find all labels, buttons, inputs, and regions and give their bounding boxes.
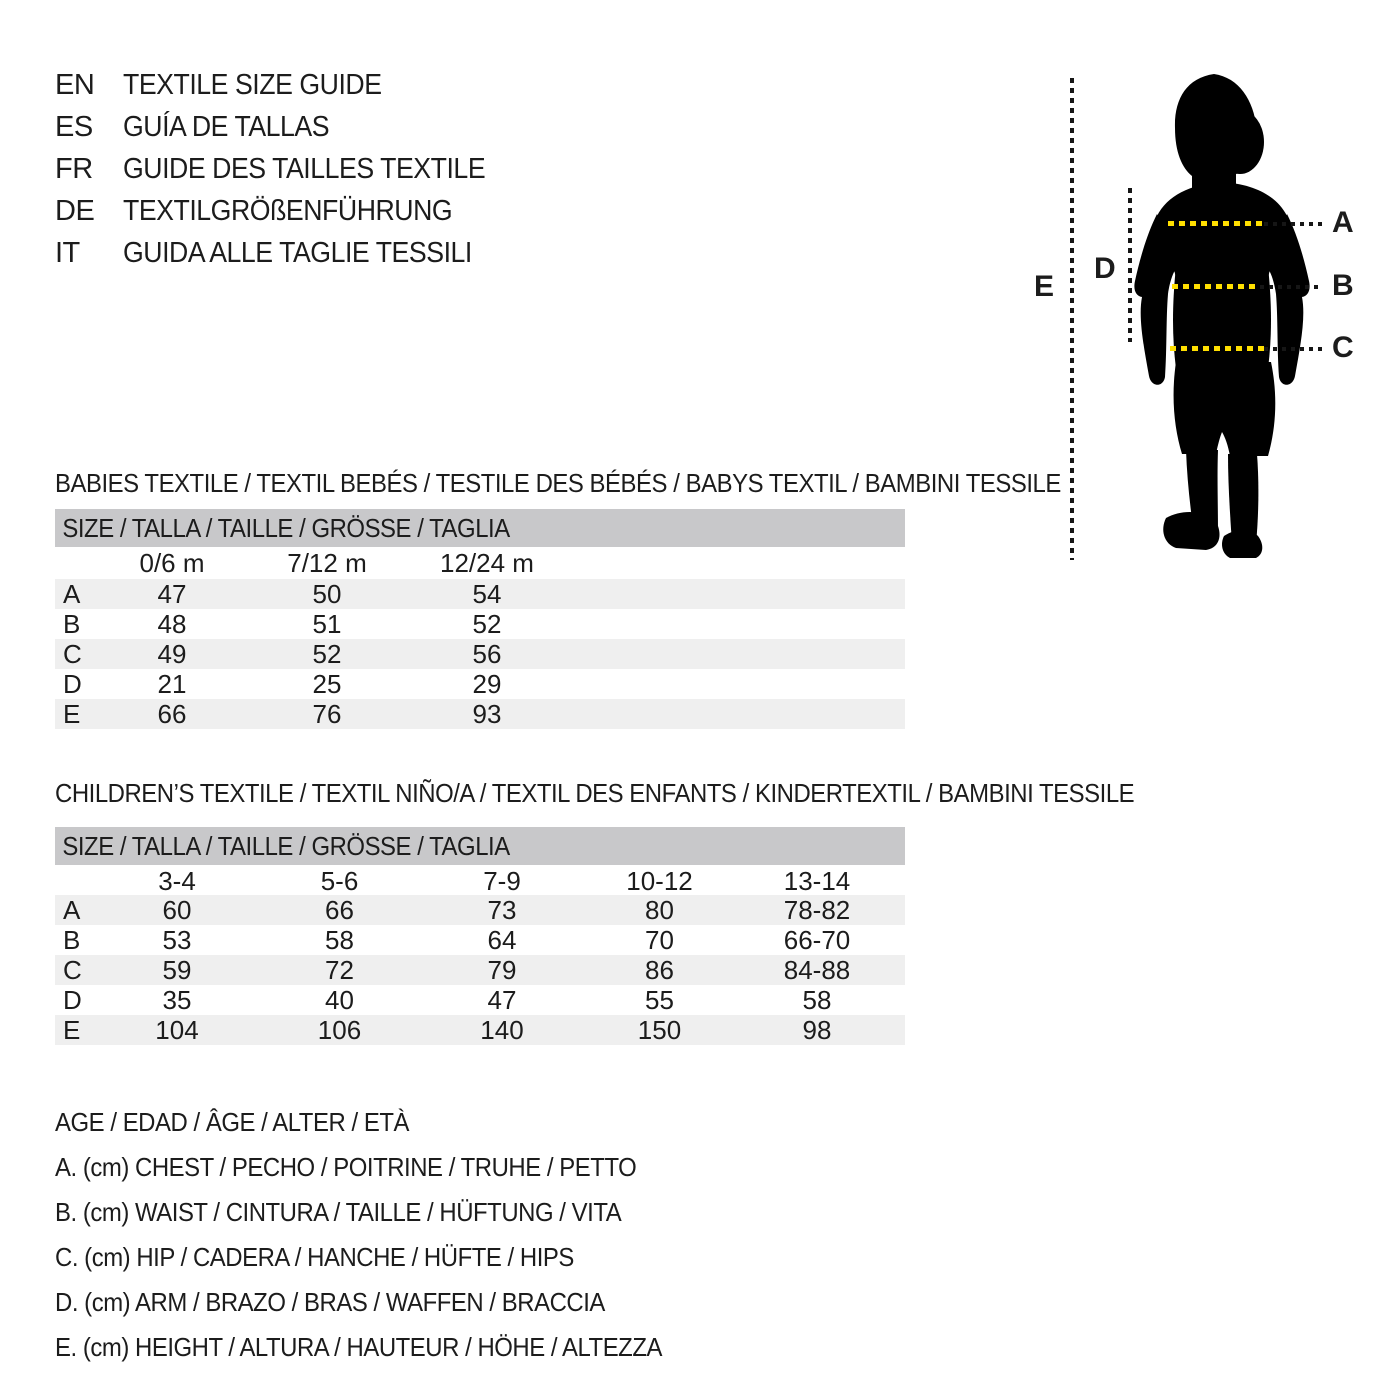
cell: 48 — [157, 609, 187, 639]
lang-code: IT — [55, 236, 80, 269]
children-size-header-text: SIZE / TALLA / TAILLE / GRÖSSE / TAGLIA — [62, 830, 510, 861]
legend-height-line — [55, 1325, 715, 1370]
language-title-list — [55, 64, 517, 274]
measure-label-d: D — [1094, 252, 1116, 285]
cell: 52 — [472, 609, 502, 639]
row-label: E — [63, 1015, 81, 1045]
cell: 29 — [472, 669, 502, 699]
children-size-header-bar — [55, 827, 905, 865]
lang-code: FR — [55, 152, 93, 185]
row-label: B — [63, 609, 81, 639]
cell: 55 — [645, 985, 674, 1015]
cell: 51 — [312, 609, 342, 639]
children-row-c — [55, 955, 905, 985]
lang-title: TEXTILGRÖßENFÜHRUNG — [123, 194, 453, 227]
cell: 64 — [487, 925, 517, 955]
lang-row-de — [55, 190, 517, 232]
cell: 73 — [487, 895, 517, 925]
children-row-b — [55, 925, 905, 955]
babies-section-title — [55, 468, 1148, 498]
cell: 60 — [162, 895, 192, 925]
lang-code: DE — [55, 194, 95, 227]
cell: 150 — [637, 1015, 682, 1045]
measurement-legend — [55, 1100, 715, 1370]
cell: 58 — [325, 925, 354, 955]
legend-waist-text: B. (cm) WAIST / CINTURA / TAILLE / HÜFTUNG / VITA — [55, 1197, 622, 1227]
babies-row-e — [55, 699, 905, 729]
lang-row-it — [55, 232, 517, 274]
child-silhouette-figure — [1130, 66, 1315, 564]
cell: 106 — [317, 1015, 362, 1045]
children-col-13-14: 13-14 — [783, 865, 851, 896]
legend-arm-line — [55, 1280, 715, 1325]
cell: 47 — [157, 579, 187, 609]
children-col-5-6: 5-6 — [320, 865, 359, 896]
row-label: A — [63, 895, 81, 925]
babies-row-b — [55, 609, 905, 639]
children-col-10-12: 10-12 — [626, 865, 693, 896]
cell: 66-70 — [783, 925, 851, 955]
lang-title: GUIDA ALLE TAGLIE TESSILI — [123, 236, 472, 269]
legend-hip-text: C. (cm) HIP / CADERA / HANCHE / HÜFTE / HIPS — [55, 1242, 574, 1272]
measure-label-a: A — [1332, 206, 1354, 239]
babies-row-d — [55, 669, 905, 699]
row-label: D — [63, 669, 82, 699]
cell: 50 — [312, 579, 342, 609]
hip-line-yellow-dash — [1170, 346, 1264, 351]
lang-row-es — [55, 106, 517, 148]
cell: 66 — [157, 699, 187, 729]
cell: 52 — [312, 639, 342, 669]
legend-chest-line — [55, 1145, 715, 1190]
cell: 86 — [645, 955, 674, 985]
legend-age-line — [55, 1100, 715, 1145]
chest-line-leader-dots — [1264, 222, 1322, 226]
children-row-e — [55, 1015, 905, 1045]
cell: 84-88 — [783, 955, 851, 985]
waist-line-yellow-dash — [1172, 284, 1260, 289]
measure-label-c: C — [1332, 331, 1354, 364]
babies-size-header-bar — [55, 509, 905, 547]
row-label: D — [63, 985, 82, 1015]
lang-row-fr — [55, 148, 517, 190]
row-label: A — [63, 579, 81, 609]
cell: 21 — [157, 669, 187, 699]
children-section-title-text: CHILDREN’S TEXTILE / TEXTIL NIÑO/A / TEXTIL DES ENFANTS / KINDERTEXTIL / BAMBINI TESSILE — [55, 778, 1135, 808]
cell: 78-82 — [783, 895, 851, 925]
cell: 79 — [487, 955, 517, 985]
cell: 49 — [157, 639, 187, 669]
lang-code: ES — [55, 110, 93, 143]
measure-label-b: B — [1332, 269, 1354, 302]
legend-arm-text: D. (cm) ARM / BRAZO / BRAS / WAFFEN / BRACCIA — [55, 1287, 605, 1317]
children-column-header-row — [55, 865, 905, 897]
cell: 70 — [645, 925, 674, 955]
cell: 98 — [802, 1015, 832, 1045]
cell: 35 — [162, 985, 192, 1015]
babies-col-0-6m: 0/6 m — [139, 547, 205, 578]
cell: 66 — [325, 895, 354, 925]
lang-row-en — [55, 64, 517, 106]
babies-size-header-text: SIZE / TALLA / TAILLE / GRÖSSE / TAGLIA — [62, 512, 510, 543]
legend-age-text: AGE / EDAD / ÂGE / ALTER / ETÀ — [55, 1107, 409, 1137]
children-row-a — [55, 895, 905, 925]
cell: 25 — [312, 669, 342, 699]
children-col-7-9: 7-9 — [483, 865, 521, 896]
cell: 53 — [162, 925, 192, 955]
babies-section-title-text: BABIES TEXTILE / TEXTIL BEBÉS / TESTILE DES BÉBÉS / BABYS TEXTIL / BAMBINI TESSILE — [55, 468, 1061, 498]
lang-title: GUÍA DE TALLAS — [123, 110, 330, 143]
row-label: C — [63, 955, 82, 985]
hip-line-leader-dots — [1264, 347, 1322, 351]
cell: 140 — [480, 1015, 524, 1045]
babies-column-header-row — [55, 547, 905, 579]
cell: 93 — [472, 699, 502, 729]
babies-row-c — [55, 639, 905, 669]
waist-line-leader-dots — [1260, 285, 1322, 289]
cell: 40 — [325, 985, 354, 1015]
babies-row-a — [55, 579, 905, 609]
cell: 72 — [325, 955, 354, 985]
lang-title: TEXTILE SIZE GUIDE — [123, 68, 382, 101]
legend-waist-line — [55, 1190, 715, 1235]
cell: 54 — [472, 579, 502, 609]
row-label: C — [63, 639, 82, 669]
row-label: B — [63, 925, 81, 955]
lang-title: GUIDE DES TAILLES TEXTILE — [123, 152, 486, 185]
babies-col-12-24m: 12/24 m — [440, 547, 534, 578]
cell: 47 — [487, 985, 517, 1015]
cell: 104 — [155, 1015, 199, 1045]
children-col-3-4: 3-4 — [158, 865, 196, 896]
children-row-d — [55, 985, 905, 1015]
cell: 56 — [472, 639, 502, 669]
cell: 58 — [802, 985, 832, 1015]
legend-hip-line — [55, 1235, 715, 1280]
cell: 76 — [312, 699, 342, 729]
legend-height-text: E. (cm) HEIGHT / ALTURA / HAUTEUR / HÖHE / ALTEZZA — [55, 1332, 662, 1362]
cell: 59 — [162, 955, 192, 985]
chest-line-yellow-dash — [1168, 221, 1264, 226]
cell: 80 — [645, 895, 674, 925]
babies-col-7-12m: 7/12 m — [287, 547, 367, 578]
legend-chest-text: A. (cm) CHEST / PECHO / POITRINE / TRUHE / PETTO — [55, 1152, 637, 1182]
children-section-title — [55, 778, 1228, 808]
lang-code: EN — [55, 68, 95, 101]
row-label: E — [63, 699, 81, 729]
measure-label-e: E — [1034, 270, 1055, 303]
